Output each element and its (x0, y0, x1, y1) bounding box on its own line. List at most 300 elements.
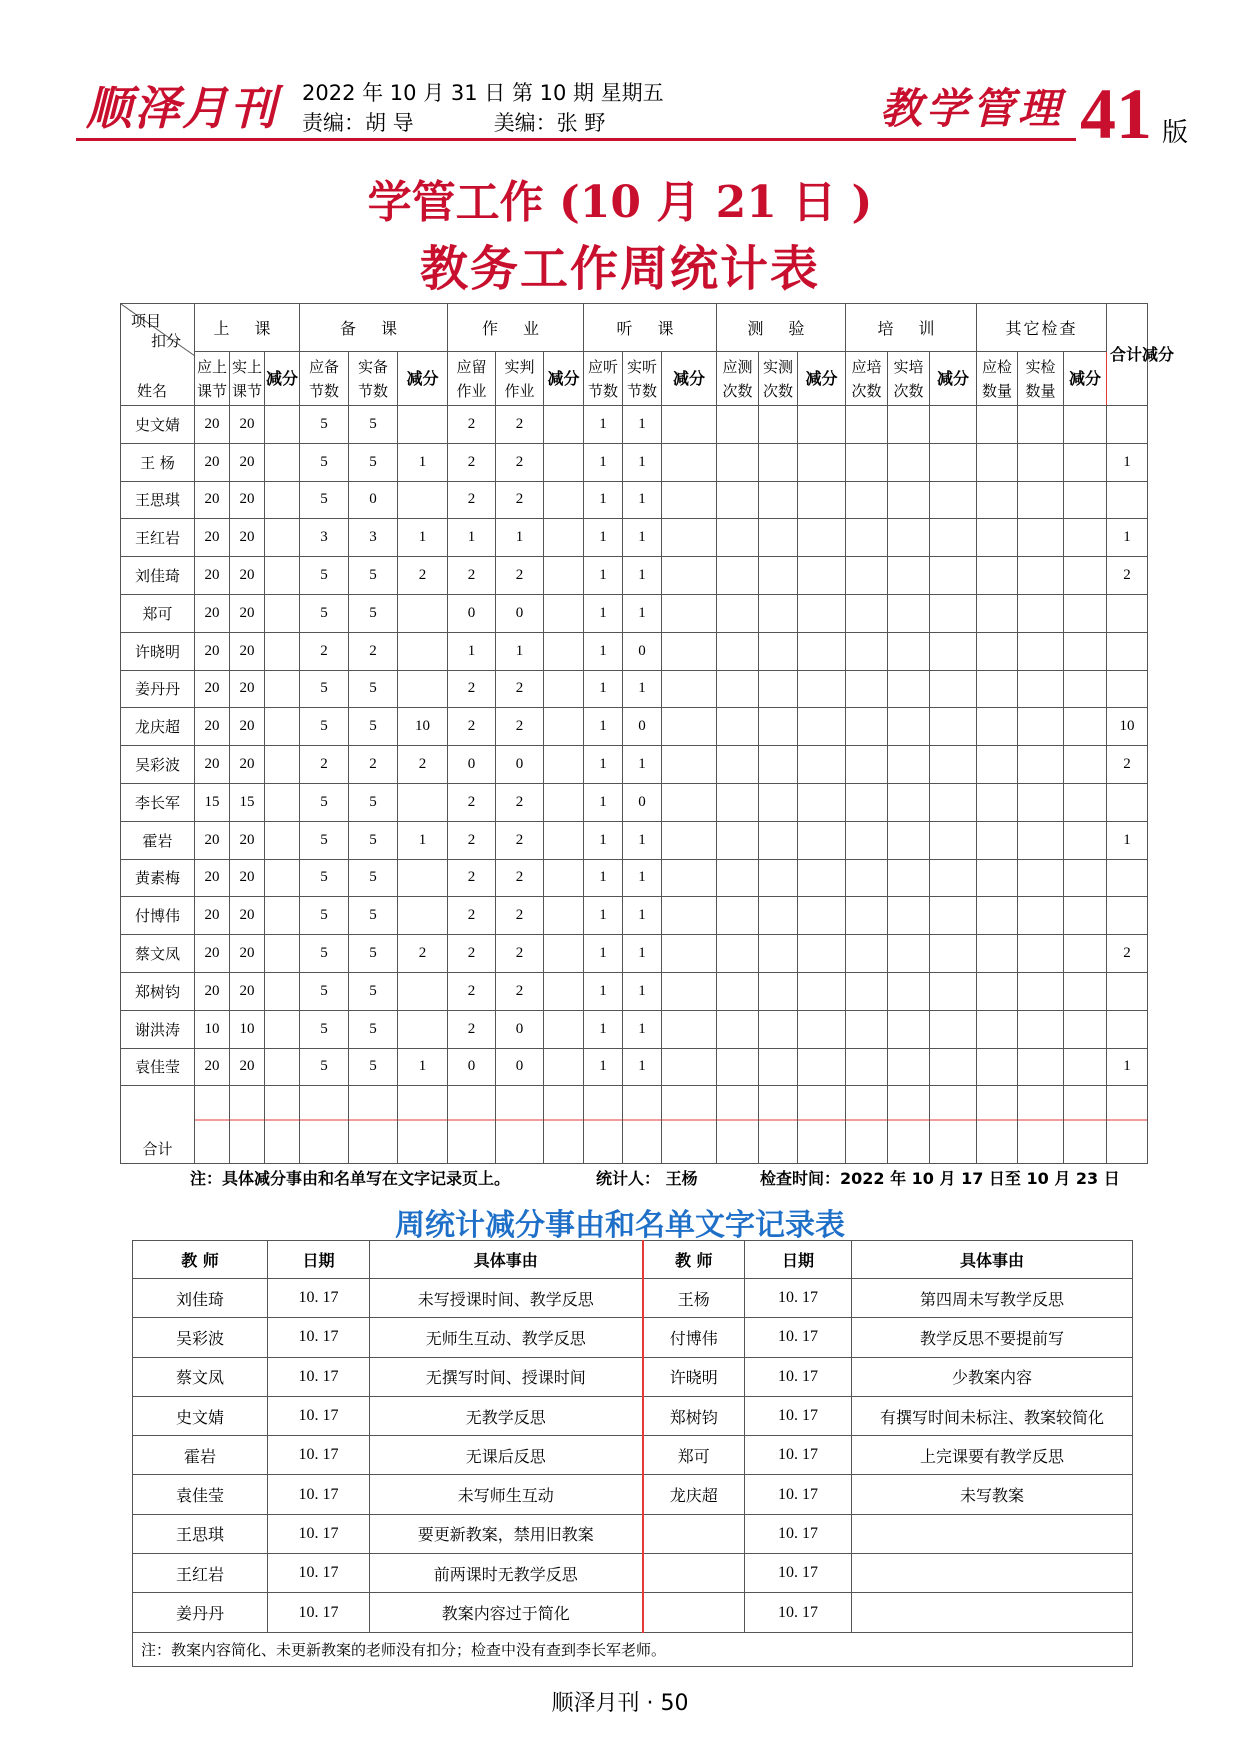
table-row (121, 821, 1148, 859)
table-cell (544, 443, 584, 481)
table-cell (977, 594, 1018, 632)
table-cell (888, 783, 930, 821)
teacher-name: 郑树钧 (121, 972, 195, 1010)
table-cell: 2 (448, 481, 496, 519)
check-date: 10. 17 (745, 1318, 852, 1357)
table-cell (1018, 557, 1064, 595)
table-cell (759, 443, 798, 481)
staff-line (302, 108, 664, 138)
table-cell (888, 1010, 930, 1048)
table-cell (759, 783, 798, 821)
check-date: 10. 17 (268, 1396, 370, 1435)
table-cell (977, 670, 1018, 708)
total-row-cell (300, 1086, 349, 1164)
table-cell (544, 406, 584, 444)
table-cell: 10 (398, 708, 448, 746)
table-cell (1018, 443, 1064, 481)
reason-text: 前两课时无教学反思 (370, 1554, 643, 1593)
check-date: 10. 17 (745, 1357, 852, 1396)
teacher-name: 吴彩波 (133, 1318, 268, 1357)
table-cell (1064, 1010, 1107, 1048)
table-cell (717, 670, 759, 708)
check-date: 10. 17 (268, 1318, 370, 1357)
check-time: 检查时间：2022 年 10 月 17 日至 10 月 23 日 (760, 1169, 1120, 1188)
table-row (121, 557, 1148, 595)
table-cell (798, 1048, 846, 1086)
reason-text: 无师生互动、教学反思 (370, 1318, 643, 1357)
table-cell (977, 1010, 1018, 1048)
table-cell (798, 708, 846, 746)
table-cell: 20 (195, 670, 230, 708)
table-cell (265, 1010, 300, 1048)
table-cell (662, 897, 717, 935)
column-header: 应检数量 (977, 352, 1018, 406)
reason-column-header: 具体事由 (852, 1241, 1133, 1279)
table-cell (662, 972, 717, 1010)
total-row-cell (1018, 1086, 1064, 1164)
table-cell: 2 (448, 972, 496, 1010)
table-cell (265, 783, 300, 821)
table-cell: 5 (300, 783, 349, 821)
total-row-cell (230, 1086, 265, 1164)
statistician: 统计人： 王杨 (596, 1169, 698, 1188)
table-cell: 20 (230, 632, 265, 670)
reason-text (852, 1514, 1133, 1553)
table-cell: 5 (349, 443, 398, 481)
column-header: 实听节数 (623, 352, 662, 406)
teacher-name: 王 杨 (121, 443, 195, 481)
table-cell (1064, 746, 1107, 784)
table-cell: 2 (448, 935, 496, 973)
table-cell (717, 859, 759, 897)
reason-row (133, 1396, 1133, 1435)
table-cell: 5 (349, 859, 398, 897)
column-header: 实检数量 (1018, 352, 1064, 406)
reason-footnote-row (133, 1632, 1133, 1666)
table-cell (759, 406, 798, 444)
table-cell (544, 632, 584, 670)
table-cell (846, 897, 888, 935)
table-cell (930, 557, 977, 595)
table-row (121, 897, 1148, 935)
table-cell (846, 406, 888, 444)
column-header: 减分 (662, 352, 717, 406)
table-cell: 20 (195, 972, 230, 1010)
table-cell (977, 557, 1018, 595)
check-date: 10. 17 (745, 1593, 852, 1632)
table-cell: 20 (195, 821, 230, 859)
table-cell: 5 (300, 897, 349, 935)
table-cell (398, 594, 448, 632)
table-cell (717, 897, 759, 935)
table-cell: 1 (623, 935, 662, 973)
table-cell: 1 (584, 746, 623, 784)
table-cell (717, 632, 759, 670)
total-cell (1107, 632, 1148, 670)
table-cell: 20 (230, 972, 265, 1010)
table-cell: 15 (195, 783, 230, 821)
issue-date: 2022 年 10 月 31 日 第 10 期 星期五 (302, 81, 664, 105)
reason-column-header: 日期 (745, 1241, 852, 1279)
table-cell (846, 670, 888, 708)
table-cell (265, 859, 300, 897)
table-cell (1018, 935, 1064, 973)
teacher-name: 王杨 (643, 1279, 745, 1318)
table-cell (662, 519, 717, 557)
group-header: 备 课 (300, 304, 448, 352)
total-row-cell (349, 1086, 398, 1164)
table-cell (759, 481, 798, 519)
column-header: 实上课节 (230, 352, 265, 406)
table-cell (846, 557, 888, 595)
table-cell: 20 (195, 859, 230, 897)
table-cell: 20 (230, 935, 265, 973)
table-cell (846, 632, 888, 670)
total-cell: 10 (1107, 708, 1148, 746)
total-row-cell (1107, 1086, 1148, 1164)
check-date: 10. 17 (745, 1436, 852, 1475)
teacher-name: 史文婧 (133, 1396, 268, 1435)
table-cell: 5 (349, 1048, 398, 1086)
table-row (121, 594, 1148, 632)
table-cell (846, 481, 888, 519)
reason-row (133, 1593, 1133, 1632)
column-header: 实判作业 (496, 352, 544, 406)
designer: 美编：张 野 (493, 111, 606, 135)
table-cell: 1 (584, 821, 623, 859)
table-cell: 0 (448, 746, 496, 784)
table-cell: 20 (195, 406, 230, 444)
table-cell (717, 594, 759, 632)
teacher-name: 袁佳莹 (133, 1475, 268, 1514)
table-cell: 5 (349, 821, 398, 859)
table-cell: 2 (448, 1010, 496, 1048)
table-cell (662, 708, 717, 746)
group-header: 听 课 (584, 304, 717, 352)
table-cell: 5 (300, 594, 349, 632)
table-cell (977, 406, 1018, 444)
table-cell: 5 (300, 557, 349, 595)
total-row-cell (265, 1086, 300, 1164)
column-header: 减分 (798, 352, 846, 406)
corner-project: 项目 (131, 312, 162, 330)
teacher-name: 许晓明 (121, 632, 195, 670)
teacher-name: 付博伟 (643, 1318, 745, 1357)
table-row (121, 519, 1148, 557)
table-cell (798, 783, 846, 821)
table-cell (662, 859, 717, 897)
table-cell (977, 897, 1018, 935)
table-cell (717, 519, 759, 557)
editor: 责编：胡 导 (302, 111, 414, 135)
table-row (121, 670, 1148, 708)
table-cell: 20 (230, 859, 265, 897)
table-cell (798, 821, 846, 859)
table-cell (1018, 519, 1064, 557)
table-cell (717, 708, 759, 746)
table-cell (1064, 594, 1107, 632)
table-cell: 1 (448, 519, 496, 557)
table-cell: 1 (623, 746, 662, 784)
table-cell (930, 406, 977, 444)
table-cell (846, 783, 888, 821)
table-cell (717, 443, 759, 481)
table-row (121, 443, 1148, 481)
table-cell: 20 (230, 406, 265, 444)
group-header: 作 业 (448, 304, 584, 352)
table-cell (1064, 821, 1107, 859)
reason-text (852, 1554, 1133, 1593)
table-cell: 1 (584, 783, 623, 821)
table-cell: 20 (195, 443, 230, 481)
issue-info (302, 78, 664, 138)
table-cell (846, 821, 888, 859)
reason-table-title: 周统计减分事由和名单文字记录表 (395, 1208, 845, 1243)
table-cell (1018, 746, 1064, 784)
table-cell (544, 897, 584, 935)
column-header: 应上课节 (195, 352, 230, 406)
table-cell: 20 (195, 481, 230, 519)
table-cell (759, 594, 798, 632)
table-cell: 0 (349, 481, 398, 519)
table-cell (398, 670, 448, 708)
teacher-name: 郑树钧 (643, 1396, 745, 1435)
table-cell (977, 935, 1018, 973)
table-cell (798, 1010, 846, 1048)
total-row-cell (544, 1086, 584, 1164)
teacher-name: 吴彩波 (121, 746, 195, 784)
table-cell (977, 783, 1018, 821)
table-cell: 1 (623, 670, 662, 708)
table-cell (1064, 481, 1107, 519)
table-cell (759, 1048, 798, 1086)
table-cell: 0 (496, 746, 544, 784)
reason-row (133, 1279, 1133, 1318)
table-cell (888, 935, 930, 973)
table-cell: 2 (300, 632, 349, 670)
table-cell: 2 (496, 897, 544, 935)
table-row (121, 708, 1148, 746)
table-cell: 5 (349, 670, 398, 708)
teacher-name (643, 1514, 745, 1553)
teacher-name: 龙庆超 (121, 708, 195, 746)
reason-text: 无课后反思 (370, 1436, 643, 1475)
table-cell (1018, 670, 1064, 708)
total-cell: 1 (1107, 443, 1148, 481)
table-cell (930, 746, 977, 784)
total-cell: 1 (1107, 821, 1148, 859)
table-row (121, 972, 1148, 1010)
table-cell (798, 935, 846, 973)
teacher-name: 付博伟 (121, 897, 195, 935)
table-cell (662, 557, 717, 595)
table-cell (544, 1010, 584, 1048)
table-cell: 20 (230, 746, 265, 784)
teacher-name: 龙庆超 (643, 1475, 745, 1514)
table-cell: 1 (398, 821, 448, 859)
table-cell (977, 746, 1018, 784)
check-date: 10. 17 (745, 1279, 852, 1318)
table-cell (717, 935, 759, 973)
table-cell (977, 708, 1018, 746)
reason-column-header: 教 师 (643, 1241, 745, 1279)
table-cell: 0 (496, 594, 544, 632)
teacher-name: 王思琪 (133, 1514, 268, 1553)
table-cell: 1 (623, 897, 662, 935)
reason-text: 有撰写时间未标注、教案较简化 (852, 1396, 1133, 1435)
table-cell: 0 (448, 594, 496, 632)
reason-column-header: 具体事由 (370, 1241, 643, 1279)
table-cell (1018, 897, 1064, 935)
table-cell (717, 557, 759, 595)
header-rule (76, 138, 1076, 141)
column-header: 实备节数 (349, 352, 398, 406)
teacher-name: 李长军 (121, 783, 195, 821)
table-cell (1064, 708, 1107, 746)
total-cell (1107, 972, 1148, 1010)
table-cell: 20 (195, 1048, 230, 1086)
table-cell: 2 (496, 670, 544, 708)
table-cell: 5 (300, 821, 349, 859)
table-cell: 2 (496, 821, 544, 859)
table-cell (265, 481, 300, 519)
table-cell (930, 1048, 977, 1086)
reason-text: 教学反思不要提前写 (852, 1318, 1133, 1357)
table-cell: 1 (623, 443, 662, 481)
table-cell: 15 (230, 783, 265, 821)
table-cell: 1 (584, 557, 623, 595)
teacher-name: 王思琪 (121, 481, 195, 519)
table-cell (544, 821, 584, 859)
table-cell: 1 (584, 972, 623, 1010)
table-cell (265, 708, 300, 746)
section-name: 教学管理 (880, 84, 1065, 133)
total-cell: 1 (1107, 1048, 1148, 1086)
table-cell: 20 (230, 481, 265, 519)
total-row-cell (623, 1086, 662, 1164)
table-cell (977, 632, 1018, 670)
table-cell (1018, 406, 1064, 444)
table-cell (662, 481, 717, 519)
table-cell (1018, 632, 1064, 670)
table-cell (544, 746, 584, 784)
table-cell (544, 972, 584, 1010)
total-row-cell (448, 1086, 496, 1164)
teacher-name (643, 1593, 745, 1632)
teacher-name: 姜丹丹 (121, 670, 195, 708)
table-cell (888, 746, 930, 784)
total-cell: 2 (1107, 746, 1148, 784)
reason-row (133, 1357, 1133, 1396)
table-cell: 2 (496, 708, 544, 746)
teacher-name: 霍岩 (121, 821, 195, 859)
table-cell (798, 972, 846, 1010)
table-cell: 1 (584, 632, 623, 670)
table-cell (930, 443, 977, 481)
table-cell (759, 972, 798, 1010)
teacher-name: 许晓明 (643, 1357, 745, 1396)
reason-text: 未写授课时间、教学反思 (370, 1279, 643, 1318)
table-cell (930, 632, 977, 670)
table-cell (977, 481, 1018, 519)
table-cell: 1 (584, 481, 623, 519)
table-cell (662, 935, 717, 973)
table-row (121, 746, 1148, 784)
teacher-name: 王红岩 (133, 1554, 268, 1593)
table-cell: 0 (496, 1048, 544, 1086)
table-cell: 1 (448, 632, 496, 670)
table-cell (977, 443, 1018, 481)
table-cell (930, 859, 977, 897)
table-cell (717, 1048, 759, 1086)
table-cell: 1 (623, 821, 662, 859)
table-cell (930, 783, 977, 821)
table-cell (717, 972, 759, 1010)
table-cell (265, 935, 300, 973)
table-cell: 20 (230, 670, 265, 708)
table-cell: 5 (349, 557, 398, 595)
reason-text: 无撰写时间、授课时间 (370, 1357, 643, 1396)
table-cell: 5 (349, 783, 398, 821)
table-cell: 1 (584, 935, 623, 973)
table-cell (846, 859, 888, 897)
reason-row (133, 1475, 1133, 1514)
table-cell (544, 557, 584, 595)
table-cell (1018, 481, 1064, 519)
total-deduct-label: 合计减分 (1110, 344, 1175, 364)
column-header: 减分 (1064, 352, 1107, 406)
table-cell (759, 670, 798, 708)
table-cell: 5 (300, 859, 349, 897)
reason-text: 少教案内容 (852, 1357, 1133, 1396)
table-cell: 1 (584, 708, 623, 746)
check-date: 10. 17 (268, 1475, 370, 1514)
table-cell: 1 (623, 972, 662, 1010)
table-cell: 1 (623, 519, 662, 557)
reason-text: 未写教案 (852, 1475, 1133, 1514)
table-cell: 1 (584, 406, 623, 444)
table-cell (398, 783, 448, 821)
table-cell: 10 (230, 1010, 265, 1048)
table-cell: 0 (496, 1010, 544, 1048)
teacher-name: 郑可 (121, 594, 195, 632)
total-cell (1107, 1010, 1148, 1048)
table-cell (977, 519, 1018, 557)
table-cell: 20 (230, 519, 265, 557)
table-row (121, 1048, 1148, 1086)
column-header: 减分 (930, 352, 977, 406)
check-date: 10. 17 (268, 1436, 370, 1475)
table-cell: 2 (398, 746, 448, 784)
total-cell (1107, 670, 1148, 708)
check-date: 10. 17 (268, 1279, 370, 1318)
table-cell: 2 (448, 708, 496, 746)
table-cell (1018, 859, 1064, 897)
table-cell (1064, 557, 1107, 595)
table-cell (544, 859, 584, 897)
table-cell: 20 (230, 708, 265, 746)
table-cell (265, 519, 300, 557)
teacher-name: 刘佳琦 (121, 557, 195, 595)
check-date: 10. 17 (268, 1514, 370, 1553)
table-cell (798, 443, 846, 481)
table-cell (759, 632, 798, 670)
total-row-cell (846, 1086, 888, 1164)
table-cell (544, 519, 584, 557)
table-cell (1064, 406, 1107, 444)
table-cell: 10 (195, 1010, 230, 1048)
table-cell: 1 (623, 406, 662, 444)
